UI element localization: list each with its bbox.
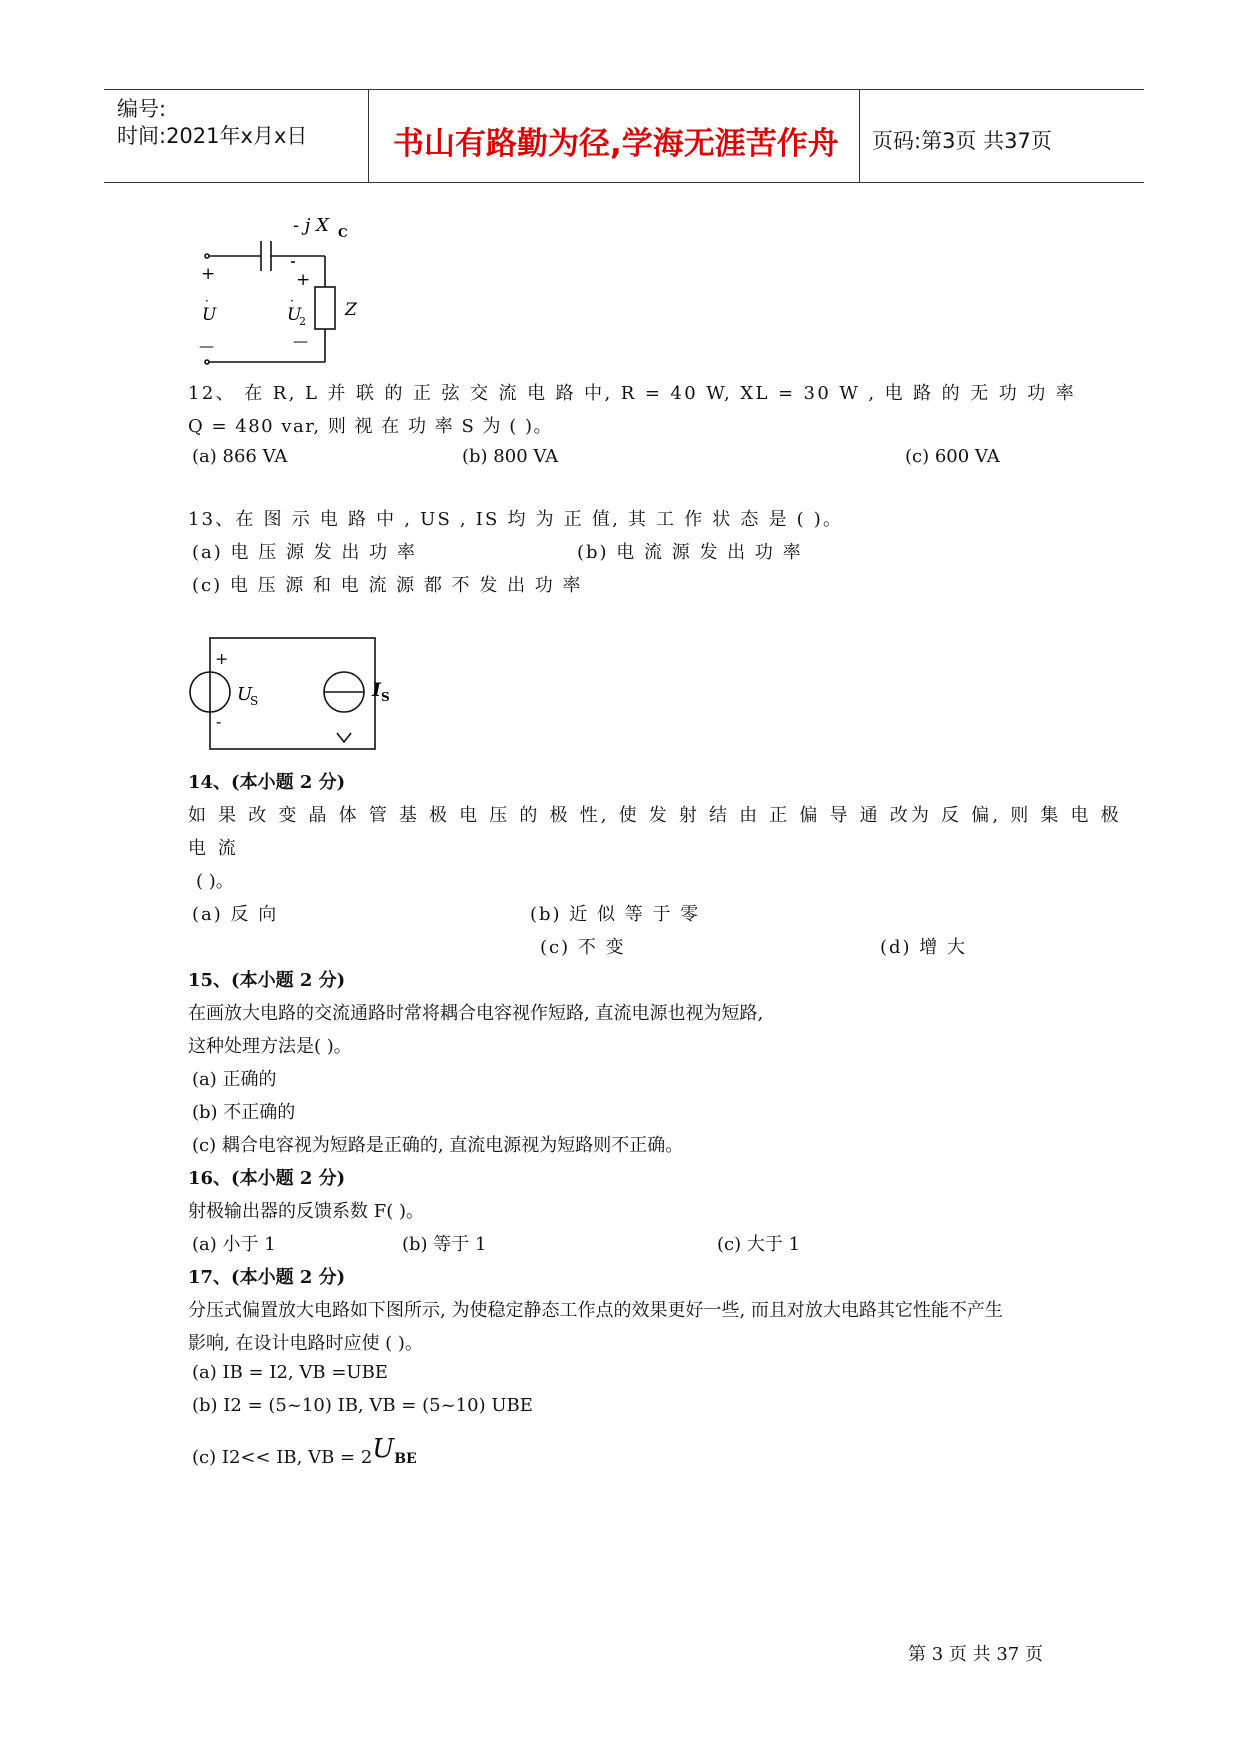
- q15-option-c: (c) 耦合电容视为短路是正确的, 直流电源视为短路则不正确。: [192, 1135, 684, 1156]
- impedance-z: Z: [345, 300, 357, 320]
- q13-option-a: (a) 电 压 源 发 出 功 率: [192, 542, 417, 563]
- q12-option-a: (a) 866 VA: [192, 446, 288, 467]
- q13-line-1: 13、在 图 示 电 路 中 , US , IS 均 为 正 值, 其 工 作 状 态 是 ( )。: [188, 509, 844, 530]
- q14-line-2: 电 流: [188, 838, 239, 859]
- q14-option-a: (a) 反 向: [192, 904, 279, 925]
- q13-option-c: (c) 电 压 源 和 电 流 源 都 不 发 出 功 率: [192, 575, 583, 596]
- q17-option-c-sub: BE: [394, 1451, 417, 1467]
- header-divider-left: [368, 89, 369, 182]
- q12-line-2: Q = 480 var, 则 视 在 功 率 S 为 ( )。: [188, 416, 553, 437]
- q15-option-a: (a) 正确的: [192, 1069, 277, 1090]
- time-label: 时间:2021年x月x日: [117, 124, 308, 148]
- voltage-u2-dot: ·: [290, 294, 294, 308]
- q12-option-c: (c) 600 VA: [905, 446, 1000, 467]
- q17-line-2: 影响, 在设计电路时应使 ( )。: [188, 1333, 423, 1354]
- q15-line-2: 这种处理方法是( )。: [188, 1036, 352, 1057]
- q15-title: 15、(本小题 2 分): [188, 970, 346, 991]
- q17-option-c-u: U: [372, 1434, 395, 1464]
- q17-line-1: 分压式偏置放大电路如下图所示, 为使稳定静态工作点的效果更好一些, 而且对放大电路其它性能不产生: [188, 1300, 1003, 1321]
- q15-line-1: 在画放大电路的交流通路时常将耦合电容视作短路, 直流电源也视为短路,: [188, 1003, 764, 1024]
- header-bottom-rule: [104, 182, 1144, 183]
- voltage-u2-sub: 2: [299, 315, 306, 328]
- q12-option-b: (b) 800 VA: [462, 446, 559, 467]
- q17-title: 17、(本小题 2 分): [188, 1267, 346, 1288]
- voltage-u2: U: [287, 305, 302, 325]
- plus-2: +: [296, 270, 311, 290]
- xc-label: - j X: [293, 215, 329, 236]
- q17-option-c: [192, 1434, 417, 1470]
- q14-line-3: ( )。: [196, 871, 234, 892]
- q16-title: 16、(本小题 2 分): [188, 1168, 346, 1189]
- q14-option-b: (b) 近 似 等 于 零: [530, 904, 701, 925]
- voltage-u-dot: ·: [205, 294, 209, 308]
- footer-page-number: 第 3 页 共 37 页: [908, 1644, 1043, 1665]
- circuit-diagram-2: [188, 630, 408, 760]
- q14-line-1: 如 果 改 变 晶 体 管 基 极 电 压 的 极 性, 使 发 射 结 由 正 偏 导 通 改为 反 偏, 则 集 电 极: [188, 805, 1122, 826]
- q16-line-1: 射极输出器的反馈系数 F( )。: [188, 1201, 424, 1222]
- motto: 书山有路勤为径,学海无涯苦作舟: [393, 126, 839, 162]
- page-info: 页码:第3页 共37页: [872, 129, 1052, 153]
- q16-option-a: (a) 小于 1: [192, 1234, 276, 1255]
- q17-option-c-text: (c) I2<< IB, VB = 2: [192, 1447, 373, 1468]
- circuit-diagram-1: [195, 215, 365, 375]
- q13-option-b: (b) 电 流 源 发 出 功 率: [577, 542, 803, 563]
- minus-1: —: [199, 337, 214, 355]
- header-top-rule: [104, 89, 1144, 90]
- q15-option-b: (b) 不正确的: [192, 1102, 296, 1123]
- q16-option-b: (b) 等于 1: [402, 1234, 487, 1255]
- xc-sub: C: [338, 226, 348, 240]
- q14-option-c: (c) 不 变: [540, 937, 626, 958]
- plus-1: +: [201, 264, 216, 284]
- us-label: U: [237, 684, 253, 705]
- voltage-u: U: [202, 305, 217, 325]
- header-divider-right: [859, 89, 860, 182]
- q16-option-c: (c) 大于 1: [717, 1234, 801, 1255]
- q14-option-d: (d) 增 大: [880, 937, 968, 958]
- q12-line-1: 12、 在 R, L 并 联 的 正 弦 交 流 电 路 中, R = 40 W, XL = 30 W , 电 路 的 无 功 功 率: [188, 383, 1077, 404]
- us-sub: S: [250, 694, 259, 708]
- us-plus: +: [215, 649, 229, 668]
- q17-option-b: (b) I2 = (5~10) IB, VB = (5~10) UBE: [192, 1395, 533, 1416]
- us-minus: -: [216, 712, 222, 731]
- is-sub: S: [381, 690, 390, 704]
- serial-label: 编号:: [117, 97, 167, 121]
- q17-option-a: (a) IB = I2, VB =UBE: [192, 1362, 388, 1383]
- q14-title: 14、(本小题 2 分): [188, 772, 346, 793]
- is-label: I: [372, 679, 381, 701]
- minus-2: —: [293, 332, 308, 350]
